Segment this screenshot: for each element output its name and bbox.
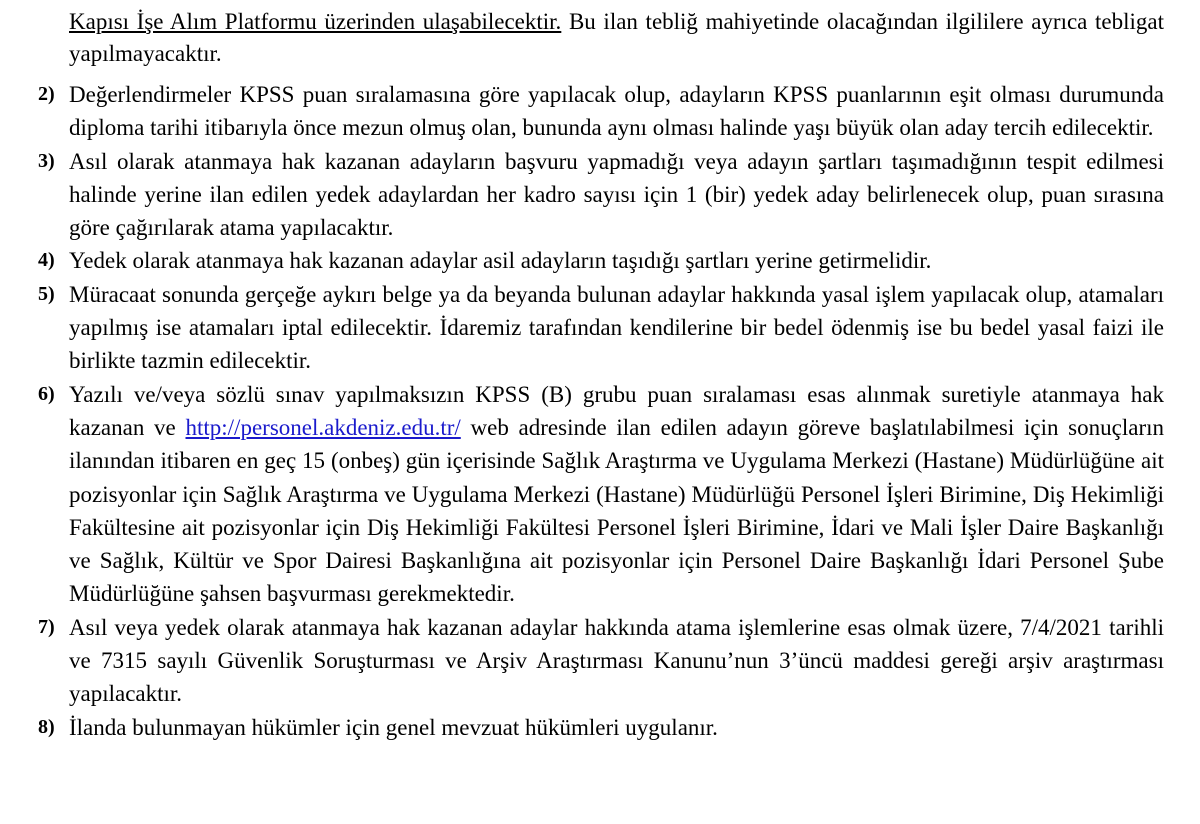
list-item-6 [38, 378, 1164, 611]
intro-paragraph [69, 6, 1164, 70]
item-text-before-link: Yazılı ve/veya sözlü sınav yapılmaksızın KPSS (B) grubu puan sıralaması esas alınmak suretiyle atanmaya hak kazanan ve [69, 381, 1164, 440]
item-text: Müracaat sonunda gerçeğe aykırı belge ya da beyanda bulunan adaylar hakkında yasal işlem yapılacak olup, atamaları yapılmış ise atamaları iptal edilecektir. İdaremiz tarafından kendilerine bir bedel ödenmiş ise bu bedel yasal faizi ile birlikte tazmin edilecektir. [69, 281, 1164, 374]
item-text: Asıl olarak atanmaya hak kazanan adayların başvuru yapmadığı veya adayın şartları taşımadığının tespit edilmesi halinde yerine ilan edilen yedek adaylardan her kadro sayısı için 1 (bir) yedek aday belirlenecek olup, puan sırasına göre çağırılarak atama yapılacaktır. [69, 148, 1164, 241]
item-text: Yedek olarak atanmaya hak kazanan adaylar asil adayların taşıdığı şartları yerine getirmelidir. [69, 248, 932, 274]
item-text: Değerlendirmeler KPSS puan sıralamasına göre yapılacak olup, adayların KPSS puanlarının eşit olması durumunda diploma tarihi itibarıyla önce mezun olmuş olan, bununda aynı olması halinde yaşı büyük olan aday tercih edilecektir. [69, 82, 1164, 141]
item-text: Asıl veya yedek olarak atanmaya hak kazanan adaylar hakkında atama işlemlerine esas olmak üzere, 7/4/2021 tarihli ve 7315 sayılı Güvenlik Soruşturması ve Arşiv Araştırması Kanunu’nun 3’üncü maddesi gereği arşiv araştırması yapılacaktır. [69, 614, 1164, 707]
item-number: 5) [38, 282, 55, 305]
item-number: 6) [38, 382, 55, 405]
item-number: 3) [38, 149, 55, 172]
item-number: 4) [38, 249, 55, 272]
conditions-list [38, 78, 1164, 744]
item-text: İlanda bulunmayan hükümler için genel mevzuat hükümleri uygulanır. [69, 714, 718, 740]
item-text-after-link: web adresinde ilan edilen adayın göreve başlatılabilmesi için sonuçların ilanından itibaren en geç 15 (onbeş) gün içerisinde Sağlık Araştırma ve Uygulama Merkezi (Hastane) Müdürlüğüne ait pozisyonlar için Sağlık Araştırma ve Uygulama Merkezi (Hastane) Müdürlüğü Personel İşleri Birimine, Diş Hekimliği Fakültesine ait pozisyonlar için Diş Hekimliği Fakültesi Personel İşleri Birimine, İdari ve Mali İşler Daire Başkanlığı ve Sağlık, Kültür ve Spor Dairesi Başkanlığına ait pozisyonlar için Personel Daire Başkanlığı İdari Personel Şube Müdürlüğüne şahsen başvurması gerekmektedir. [69, 414, 1164, 607]
intro-text: Bu ilan tebliğ mahiyetinde olacağından ilgililere ayrıca tebligat yapılmayacaktır. [69, 9, 1164, 66]
item-number: 7) [38, 615, 55, 638]
list-item-4 [38, 244, 1164, 277]
list-item-5 [38, 278, 1164, 378]
personnel-website-link[interactable]: http://personel.akdeniz.edu.tr/ [185, 414, 461, 440]
list-item-7 [38, 611, 1164, 711]
platform-reference: Kapısı İşe Alım Platformu üzerinden ulaşabilecektir. [69, 9, 562, 34]
list-item-3 [38, 145, 1164, 245]
list-item-2 [38, 78, 1164, 145]
item-number: 2) [38, 83, 55, 105]
list-item-8 [38, 711, 1164, 744]
item-number: 8) [38, 715, 55, 738]
